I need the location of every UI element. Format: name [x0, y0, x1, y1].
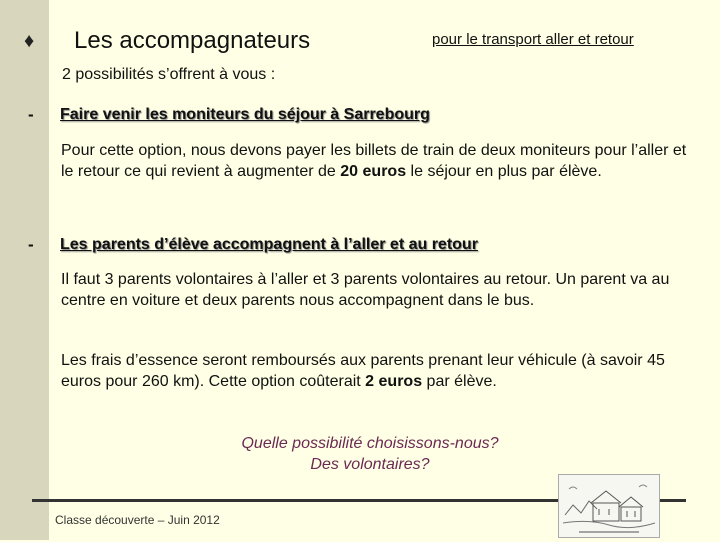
left-sidebar-band: [0, 0, 49, 540]
option2-dash: -: [28, 235, 34, 254]
option1-amount: 20 euros: [340, 163, 407, 180]
option1-dash: -: [28, 105, 34, 124]
question-block: [200, 433, 540, 475]
village-sketch-image: [558, 474, 660, 538]
option2-heading: Les parents d’élève accompagnent à l’aller et au retour: [60, 236, 478, 253]
village-sketch-icon: [559, 475, 659, 537]
diamond-bullet-icon: ♦: [24, 30, 35, 52]
option2-paragraph-2: [61, 350, 686, 392]
page-title: Les accompagnateurs: [74, 27, 311, 54]
option2-paragraph-1: Il faut 3 parents volontaires à l’aller et 3 parents volontaires au retour. Un parent va au centre en voiture et deux parents nous accompagnent dans le bus.: [61, 271, 670, 309]
option1-heading: Faire venir les moniteurs du séjour à Sarrebourg: [60, 106, 430, 123]
option2-text-before: Les frais d’essence seront remboursés aux parents prenant leur véhicule (à savoir 45 euros pour 260 km). Cette option coûterait: [61, 352, 665, 390]
option1-paragraph: [61, 140, 701, 182]
intro-text: 2 possibilités s’offrent à vous :: [62, 66, 276, 83]
question-line-2: Des volontaires?: [310, 456, 430, 473]
option1-text-after: le séjour en plus par élève.: [406, 163, 602, 180]
option1-text-before: Pour cette option, nous devons payer les billets de train de deux moniteurs pour l’aller et le retour ce qui revient à augmenter de: [61, 142, 687, 180]
footer-text: Classe découverte – Juin 2012: [55, 513, 220, 527]
option2-text-after: par élève.: [422, 373, 497, 390]
question-line-1: Quelle possibilité choisissons-nous?: [241, 435, 499, 452]
page-subtitle: pour le transport aller et retour: [432, 31, 634, 48]
option2-amount: 2 euros: [365, 373, 423, 390]
